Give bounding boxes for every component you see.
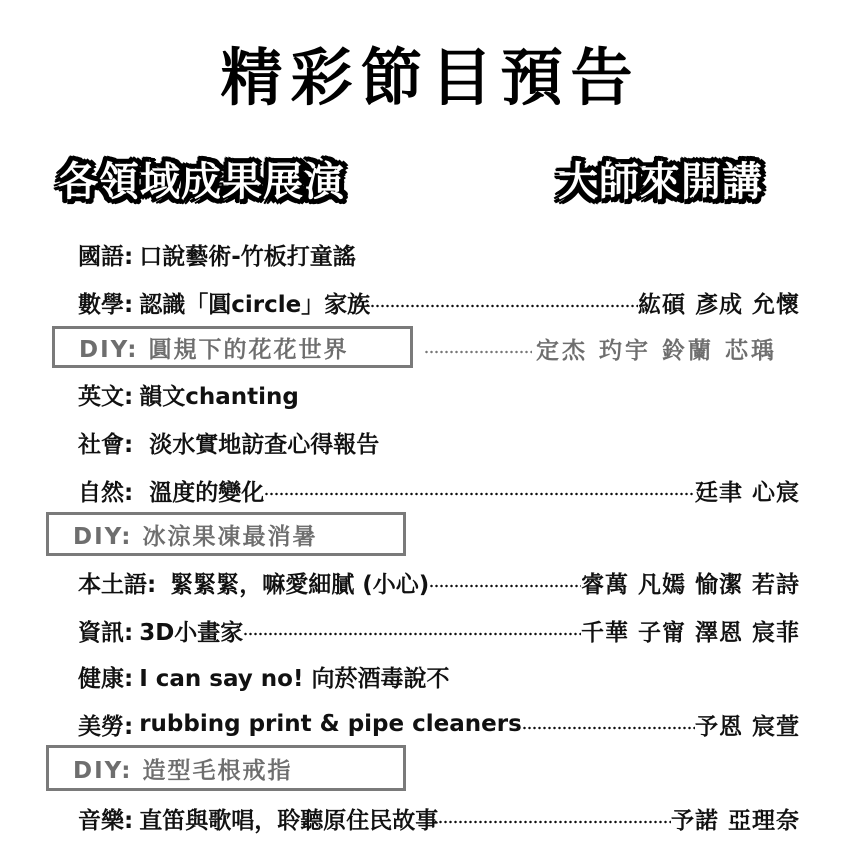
presenter-names: 睿萬 凡嫣 愉潔 若詩 — [580, 571, 800, 598]
diy-presenters — [424, 330, 777, 366]
subject-label: 英文: — [78, 383, 134, 410]
subject-label: 本土語: — [78, 571, 157, 598]
program-row-native-language — [78, 564, 800, 600]
topic-text: 緊緊緊，嘛愛細膩 (小心) — [170, 571, 430, 598]
presenter-names: 予諾 亞理奈 — [670, 807, 800, 834]
topic-text: rubbing print & pipe cleaners — [139, 711, 522, 737]
dot-leader — [429, 581, 581, 591]
subject-label: 健康: — [78, 665, 134, 692]
page-title: 精彩節目預告 — [220, 41, 641, 114]
heading-performances: 各領域成果展演 — [58, 159, 345, 205]
presenter-names: 予恩 宸萱 — [694, 713, 800, 740]
diy-label: DIY: 造型毛根戒指 — [73, 757, 293, 784]
dot-leader — [264, 489, 695, 499]
diy-box-pipe-cleaner-ring — [46, 745, 406, 791]
subject-label: 自然: — [78, 479, 134, 506]
topic-text: 韻文chanting — [139, 383, 299, 410]
topic-text: 口說藝術-竹板打童謠 — [139, 243, 356, 270]
presenter-names: 千華 子甯 澤恩 宸菲 — [580, 619, 800, 646]
topic-text: 溫度的變化 — [149, 479, 265, 506]
subject-label: 美勞: — [78, 713, 134, 740]
presenter-names: 定杰 玓宇 鈴蘭 芯瑀 — [536, 337, 778, 364]
subject-label: 資訊: — [78, 619, 134, 646]
heading-master-lecture: 大師來開講 — [558, 159, 763, 205]
program-row-it — [78, 612, 800, 648]
diy-label: DIY: 圓規下的花花世界 — [79, 336, 349, 363]
diy-box-jelly — [46, 512, 406, 556]
dot-leader — [370, 301, 638, 311]
dot-leader — [243, 629, 581, 639]
topic-text: 淡水實地訪查心得報告 — [149, 431, 380, 458]
diy-box-compass-flowers — [52, 326, 413, 368]
program-row-music — [78, 800, 800, 836]
dot-leader — [522, 723, 695, 733]
dot-leader — [438, 817, 671, 827]
subject-label: 社會: — [78, 431, 134, 458]
program-row-health — [78, 658, 800, 694]
program-row-social — [78, 424, 800, 460]
subject-label: 音樂: — [78, 807, 134, 834]
topic-text: 直笛與歌唱，聆聽原住民故事 — [139, 807, 439, 834]
presenter-names: 紘碩 彥成 允懷 — [637, 291, 800, 318]
subject-label: 數學: — [78, 291, 134, 318]
program-row-art — [78, 706, 800, 742]
subject-label: 國語: — [78, 243, 134, 270]
program-row-chinese — [78, 236, 800, 272]
dot-leader — [424, 347, 532, 357]
presenter-names: 廷聿 心宸 — [694, 479, 800, 506]
topic-text: 認識「圓circle」家族 — [139, 291, 371, 318]
program-row-math — [78, 284, 800, 320]
program-row-english — [78, 376, 800, 412]
topic-text: I can say no! 向菸酒毒說不 — [139, 665, 450, 692]
diy-label: DIY: 冰涼果凍最消暑 — [73, 523, 318, 550]
program-row-science — [78, 472, 800, 508]
topic-text: 3D小畫家 — [139, 619, 244, 646]
